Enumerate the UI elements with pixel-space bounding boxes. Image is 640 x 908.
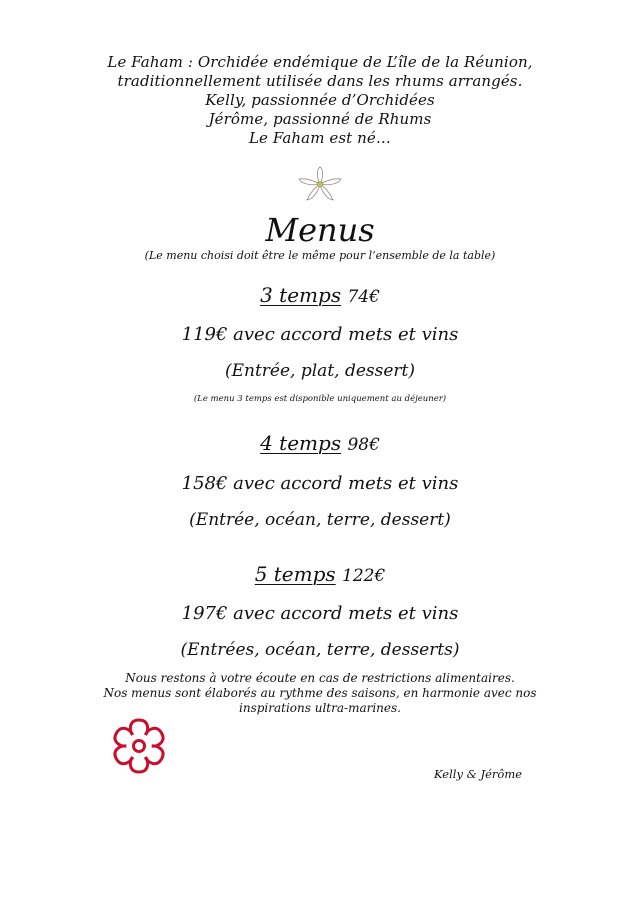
intro-line: Le Faham : Orchidée endémique de L’île de la Réunion, [107, 53, 533, 71]
menu-price: 98€ [347, 435, 380, 455]
menu-name: 3 temps [260, 283, 342, 307]
intro-text [0, 53, 640, 148]
menu-5-temps-title [0, 561, 640, 589]
menu-4-temps-title [0, 430, 640, 458]
closing-text [0, 671, 640, 716]
menu-4-temps-courses: (Entrée, océan, terre, dessert) [189, 510, 451, 530]
menu-price: 122€ [342, 566, 386, 586]
menu-price: 74€ [347, 287, 380, 307]
intro-line: traditionnellement utilisée dans les rhums arrangés. [117, 72, 523, 90]
intro-line: Kelly, passionnée d’Orchidées [205, 91, 435, 109]
menu-name: 5 temps [254, 562, 336, 586]
menu-5-temps-pairing: 197€ avec accord mets et vins [181, 603, 459, 624]
closing-line: Nous restons à votre écoute en cas de restrictions alimentaires. [125, 671, 515, 685]
intro-line: Le Faham est né… [248, 129, 392, 147]
table-menu-note: (Le menu choisi doit être le même pour l’ensemble de la table) [144, 249, 496, 262]
menu-3-temps-title [0, 282, 640, 310]
menu-5-temps-courses: (Entrées, océan, terre, desserts) [180, 640, 460, 660]
signature: Kelly & Jérôme [434, 767, 523, 781]
closing-line: Nos menus sont élaborés au rythme des saisons, en harmonie avec nos [103, 686, 537, 700]
intro-line: Jérôme, passionné de Rhums [208, 110, 432, 128]
page-title: Menus [265, 211, 375, 249]
menu-3-temps-note: (Le menu 3 temps est disponible uniquement au déjeuner) [193, 394, 447, 404]
closing-line: inspirations ultra-marines. [239, 701, 401, 715]
menu-3-temps-pairing: 119€ avec accord mets et vins [181, 324, 459, 345]
menu-name: 4 temps [260, 431, 342, 455]
menu-4-temps-pairing: 158€ avec accord mets et vins [181, 473, 459, 494]
michelin-star-icon [112, 717, 166, 775]
menu-3-temps-courses: (Entrée, plat, dessert) [224, 361, 415, 381]
orchid-flower-icon [296, 166, 344, 202]
